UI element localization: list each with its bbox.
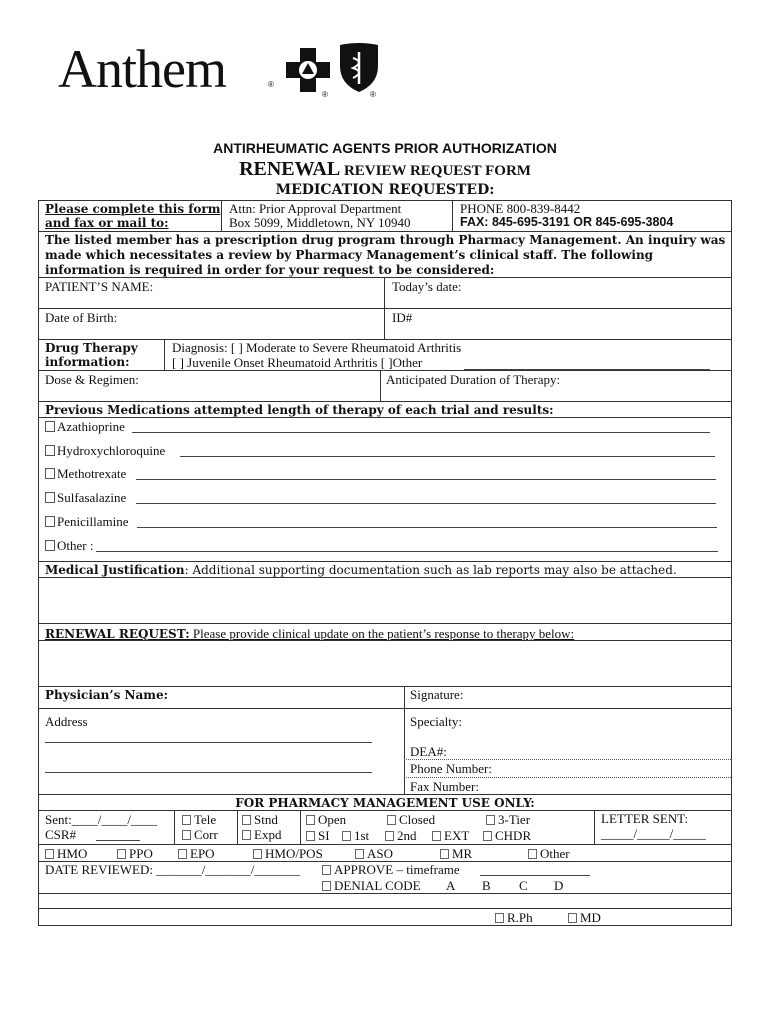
option-label: MD [580,910,601,925]
option-label: ASO [367,846,394,861]
dob-label: Date of Birth: [45,310,118,325]
fax-number: FAX: 845-695-3191 OR 845-695-3804 [460,215,674,229]
option-label: Corr [194,827,218,842]
checkbox-icon[interactable] [45,540,55,551]
med-item-other[interactable] [45,538,93,554]
checkbox-icon[interactable] [486,815,495,825]
address-line-1[interactable] [45,742,372,743]
med-item-methotrexate[interactable] [45,466,126,482]
checkbox-icon[interactable] [568,913,577,923]
med-line[interactable] [132,432,710,433]
diagnosis-other-line[interactable] [464,369,710,370]
med-label: Other : [57,538,94,553]
medical-justification [45,563,677,577]
pharmacy-use-title: FOR PHARMACY MANAGEMENT USE ONLY: [235,796,535,810]
renewal-request [45,626,574,642]
option-label: 3-Tier [498,812,531,827]
med-line[interactable] [137,527,717,528]
dob-field[interactable] [135,309,380,337]
checkbox-icon[interactable] [440,849,449,859]
logo-reg-mark-2: ® [322,90,328,99]
reviewer-rph[interactable] [495,910,533,926]
option-ext[interactable] [432,828,469,844]
option-closed[interactable] [387,812,435,828]
specialty-label: Specialty: [410,714,462,729]
drug-therapy-label-2: information: [45,355,130,369]
renewal-field[interactable] [40,642,730,684]
dea-label: DEA#: [410,744,447,759]
checkbox-icon[interactable] [528,849,537,859]
physician-name-label: Physician’s Name: [45,688,169,702]
form-title: ANTIRHEUMATIC AGENTS PRIOR AUTHORIZATION [213,140,557,156]
option-label: CHDR [495,828,532,843]
option-2nd[interactable] [385,828,417,844]
patient-name-label: PATIENT’S NAME: [45,279,154,294]
checkbox-icon[interactable] [355,849,364,859]
id-field[interactable] [420,309,726,337]
dose-regimen-label: Dose & Regimen: [45,372,139,387]
med-item-azathioprine[interactable] [45,419,125,435]
option-label: Open [318,812,347,827]
diagnosis-line-2[interactable]: [ ] Juvenile Onset Rheumatoid Arthritis [ ]Other [172,355,423,370]
option-label: EXT [444,828,470,843]
checkbox-icon[interactable] [45,516,55,527]
duration-label: Anticipated Duration of Therapy: [386,372,561,387]
option-chdr[interactable] [483,828,531,844]
checkbox-icon[interactable] [483,831,492,841]
address-line-2[interactable] [45,772,372,773]
checkbox-icon[interactable] [306,831,315,841]
csr-label: CSR# [45,827,77,842]
plan-hmo[interactable] [45,846,87,862]
med-item-penicillamine[interactable] [45,514,128,530]
option-label: APPROVE – timeframe [334,862,460,877]
notice-line-3: information is required in order for your request to be considered: [45,263,495,277]
justification-text: : Additional supporting documentation such as lab reports may also be attached. [184,563,677,577]
checkbox-icon[interactable] [385,831,394,841]
option-label: Tele [194,812,217,827]
blue-cross-icon [284,46,332,94]
med-item-sulfasalazine[interactable] [45,490,126,506]
address-label: Address [45,714,88,729]
justification-label: Medical Justification [45,563,185,577]
option-label: PPO [129,846,153,861]
option-si[interactable] [306,828,330,844]
fax-label: Fax Number: [410,779,479,794]
med-line[interactable] [96,551,718,552]
phone-label: Phone Number: [410,761,492,776]
denial-code-d[interactable]: D [554,878,564,893]
plan-hmo-pos[interactable] [253,846,323,862]
option-corr[interactable] [182,827,218,843]
letter-sent-label: LETTER SENT: [601,811,689,826]
checkbox-icon[interactable] [45,468,55,479]
justification-field[interactable] [40,579,730,621]
option-1st[interactable] [342,828,369,844]
notice-line-2: made which necessitates a review by Pharmacy Management’s clinical staff. The following [45,248,654,262]
option-3-tier[interactable] [486,812,530,828]
notice-line-1: The listed member has a prescription drug program through Pharmacy Management. An inquiry was [45,233,726,247]
med-label: Azathioprine [57,419,125,434]
id-label: ID# [392,310,413,325]
med-line[interactable] [136,479,716,480]
med-line[interactable] [180,456,715,457]
medication-requested-label: MEDICATION REQUESTED: [275,182,495,198]
med-label: Hydroxychloroquine [57,443,166,458]
option-label: Expd [254,827,282,842]
logo-reg-mark-1: ® [268,80,274,89]
checkbox-icon[interactable] [178,849,187,859]
mailing-address: Box 5099, Middletown, NY 10940 [229,215,411,230]
checkbox-icon[interactable] [182,815,191,825]
checkbox-icon[interactable] [45,492,55,503]
plan-ppo[interactable] [117,846,153,862]
med-item-hydroxychloroquine[interactable] [45,443,165,459]
attn-department: Attn: Prior Approval Department [229,201,402,216]
option-label: Other [540,846,570,861]
option-tele[interactable] [182,812,216,828]
option-label: EPO [190,846,215,861]
option-label: HMO [57,846,88,861]
denial-code-c[interactable]: C [519,878,528,893]
plan-mr[interactable] [440,846,472,862]
med-label: Penicillamine [57,514,129,529]
sent-date[interactable]: Sent:____/____/____ [45,812,157,827]
option-label: Stnd [254,812,278,827]
date-reviewed[interactable]: DATE REVIEWED: _______/_______/_______ [45,862,300,877]
option-open[interactable] [306,812,346,828]
option-label: 2nd [397,828,417,843]
drug-therapy-label-1: Drug Therapy [45,341,138,355]
instructions-line-2: and fax or mail to: [45,216,169,230]
csr-line[interactable] [96,840,140,841]
subtitle-rest: REVIEW REQUEST FORM [340,163,531,179]
denial-code-a[interactable]: A [446,878,456,893]
checkbox-icon[interactable] [342,831,351,841]
checkbox-icon[interactable] [45,421,55,432]
option-expd[interactable] [242,827,281,843]
timeframe-line[interactable] [480,875,590,876]
plan-other[interactable] [528,846,570,862]
checkbox-icon[interactable] [322,865,331,875]
checkbox-icon[interactable] [242,830,251,840]
subtitle-renewal: RENEWAL [239,158,341,180]
diagnosis-line-1[interactable]: Diagnosis: [ ] Moderate to Severe Rheumatoid Arthritis [172,340,462,355]
option-label: R.Ph [507,910,533,925]
med-label: Sulfasalazine [57,490,127,505]
checkbox-icon[interactable] [306,815,315,825]
renewal-text: Please provide clinical update on the patient’s response to therapy below: [189,626,575,641]
form-subtitle [0,158,770,181]
letter-sent-date[interactable]: _____/_____/_____ [601,826,706,841]
renewal-label: RENEWAL REQUEST: [45,627,190,641]
todays-date-field[interactable] [476,278,726,306]
option-label: HMO/POS [265,846,323,861]
checkbox-icon[interactable] [242,815,251,825]
checkbox-icon[interactable] [495,913,504,923]
checkbox-icon[interactable] [182,830,191,840]
checkbox-icon[interactable] [117,849,126,859]
option-label: 1st [354,828,370,843]
instructions-line-1: Please complete this form [45,202,221,216]
logo-wordmark: Anthem [58,39,226,99]
checkbox-icon[interactable] [432,831,441,841]
checkbox-icon[interactable] [253,849,262,859]
signature-label: Signature: [410,687,464,702]
previous-meds-title: Previous Medications attempted length of therapy of each trial and results: [45,403,554,417]
phone-number: PHONE 800-839-8442 [460,201,581,216]
med-label: Methotrexate [57,466,127,481]
checkbox-icon[interactable] [387,815,396,825]
reviewer-md[interactable] [568,910,601,926]
patient-name-field[interactable] [160,278,380,306]
option-stnd[interactable] [242,812,278,828]
option-label: SI [318,828,330,843]
option-label: Closed [399,812,436,827]
blue-shield-icon [338,42,380,94]
todays-date-label: Today’s date: [392,279,462,294]
option-label: DENIAL CODE [334,878,421,893]
denial-code[interactable] [322,878,421,894]
denial-code-b[interactable]: B [482,878,491,893]
checkbox-icon[interactable] [45,445,55,456]
checkbox-icon[interactable] [322,881,331,891]
checkbox-icon[interactable] [45,849,54,859]
plan-aso[interactable] [355,846,393,862]
logo-reg-mark-3: ® [370,90,376,99]
med-line[interactable] [136,503,716,504]
plan-epo[interactable] [178,846,215,862]
option-label: MR [452,846,473,861]
approve-timeframe[interactable] [322,862,460,878]
